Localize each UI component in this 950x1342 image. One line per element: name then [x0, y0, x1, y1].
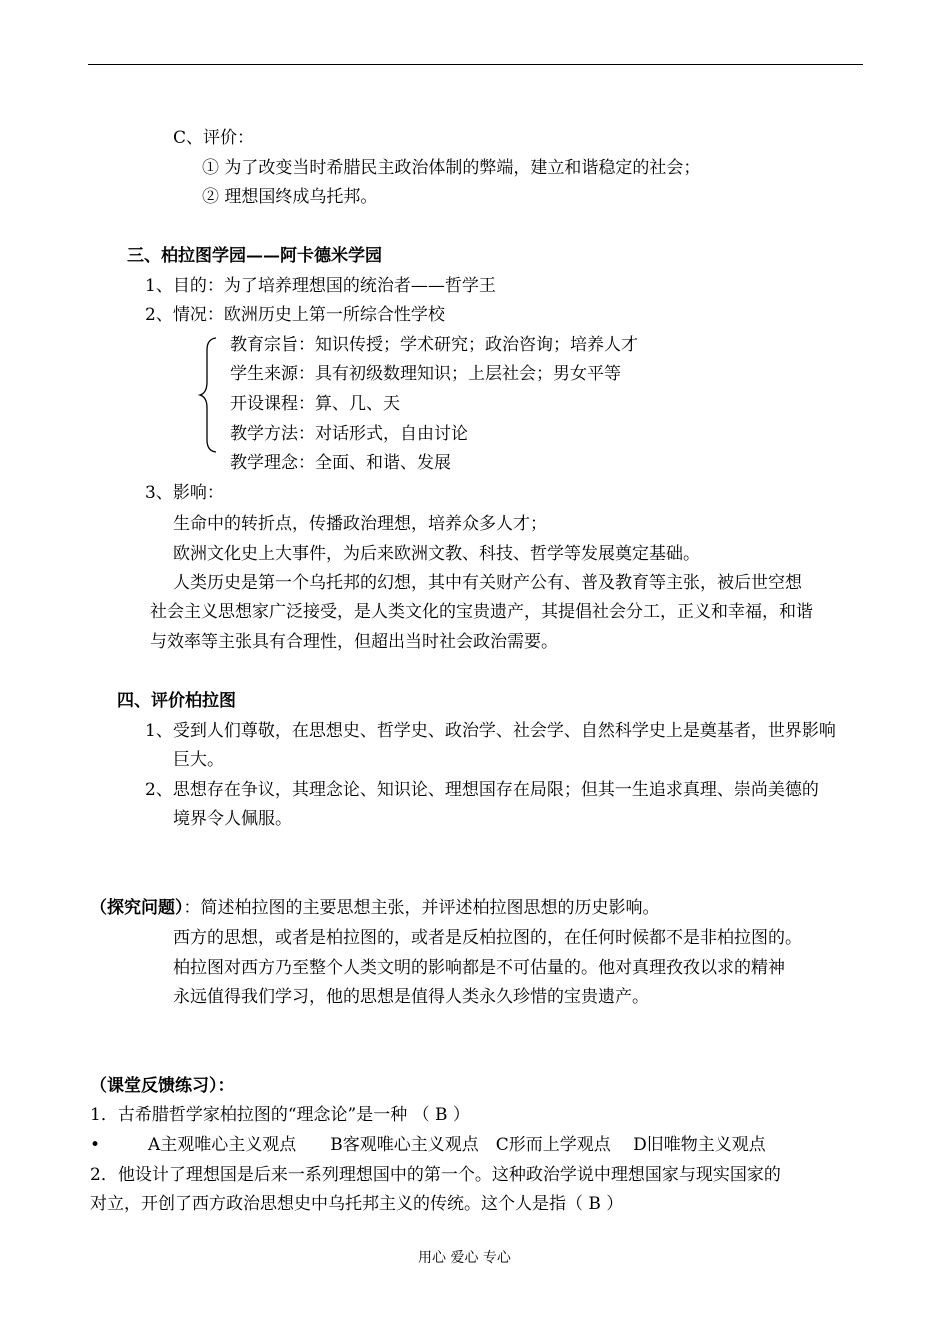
- inquiry-question: [90, 897, 660, 919]
- bullet-icon: •: [90, 1135, 101, 1155]
- influence-line-1: 生命中的转折点，传播政治理想，培养众多人才；: [173, 514, 547, 534]
- evaluation-point-2-line-1: 2、思想存在争议，其理念论、知识论、理想国存在局限；但其一生追求真理、崇尚美德的: [145, 780, 819, 800]
- header-rule: [88, 64, 863, 65]
- detail-teaching-method: 教学方法：对话形式，自由讨论: [230, 424, 468, 444]
- inquiry-label: （探究问题）: [90, 898, 184, 918]
- inquiry-question-text: ：简述柏拉图的主要思想主张，并评述柏拉图思想的历史影响。: [183, 898, 660, 918]
- evaluation-heading: C、评价：: [173, 128, 255, 148]
- curly-brace-icon: [198, 336, 220, 454]
- inquiry-answer-line-3: 永远值得我们学习，他的思想是值得人类永久珍惜的宝贵遗产。: [173, 987, 649, 1007]
- academy-purpose: 1、目的：为了培养理想国的统治者——哲学王: [145, 276, 496, 296]
- inquiry-answer-line-2: 柏拉图对西方乃至整个人类文明的影响都是不可估量的。他对真理孜孜以求的精神: [173, 958, 785, 978]
- question-1: 1．古希腊哲学家柏拉图的“理念论”是一种 （ B ）: [90, 1105, 470, 1125]
- page-footer: 用心 爱心 专心: [418, 1250, 511, 1266]
- influence-line-3: 人类历史是第一个乌托邦的幻想，其中有关财产公有、普及教育等主张，被后世空想: [173, 573, 802, 593]
- section-4-heading: 四、评价柏拉图: [117, 691, 236, 711]
- evaluation-point-1-line-2: 巨大。: [173, 750, 224, 770]
- evaluation-item-2: ② 理想国终成乌托邦。: [202, 187, 378, 207]
- detail-courses: 开设课程：算、几、天: [230, 394, 400, 414]
- academy-situation: 2、情况：欧洲历史上第一所综合性学校: [145, 305, 445, 325]
- evaluation-point-1-line-1: 1、受到人们尊敬，在思想史、哲学史、政治学、社会学、自然科学史上是奠基者，世界影响: [145, 721, 836, 741]
- question-2-line-2: 对立，开创了西方政治思想史中乌托邦主义的传统。这个人是指（ B ）: [90, 1194, 624, 1214]
- section-3-heading: 三、柏拉图学园——阿卡德米学园: [127, 246, 382, 266]
- exercise-heading: （课堂反馈练习）：: [90, 1076, 235, 1096]
- influence-line-2: 欧洲文化史上大事件，为后来欧洲文教、科技、哲学等发展奠定基础。: [173, 544, 700, 564]
- influence-line-5: 与效率等主张具有合理性，但超出当时社会政治需要。: [150, 632, 558, 652]
- influence-heading: 3、影响：: [145, 483, 224, 503]
- detail-student-source: 学生来源：具有初级数理知识；上层社会；男女平等: [230, 364, 621, 384]
- inquiry-answer-line-1: 西方的思想，或者是柏拉图的，或者是反柏拉图的，在任何时候都不是非柏拉图的。: [173, 928, 802, 948]
- influence-line-4: 社会主义思想家广泛接受，是人类文化的宝贵遗产，其提倡社会分工，正义和幸福，和谐: [150, 602, 813, 622]
- question-1-options: A主观唯心主义观点 B客观唯心主义观点 C形而上学观点 D旧唯物主义观点: [148, 1135, 766, 1155]
- evaluation-item-1: ① 为了改变当时希腊民主政治体制的弊端，建立和谐稳定的社会；: [202, 158, 701, 178]
- evaluation-point-2-line-2: 境界令人佩服。: [173, 809, 292, 829]
- detail-teaching-concept: 教学理念：全面、和谐、发展: [230, 453, 451, 473]
- question-2-line-1: 2．他设计了理想国是后来一系列理想国中的第一个。这种政治学说中理想国家与现实国家的: [90, 1165, 781, 1185]
- detail-education-aim: 教育宗旨：知识传授；学术研究；政治咨询；培养人才: [230, 335, 638, 355]
